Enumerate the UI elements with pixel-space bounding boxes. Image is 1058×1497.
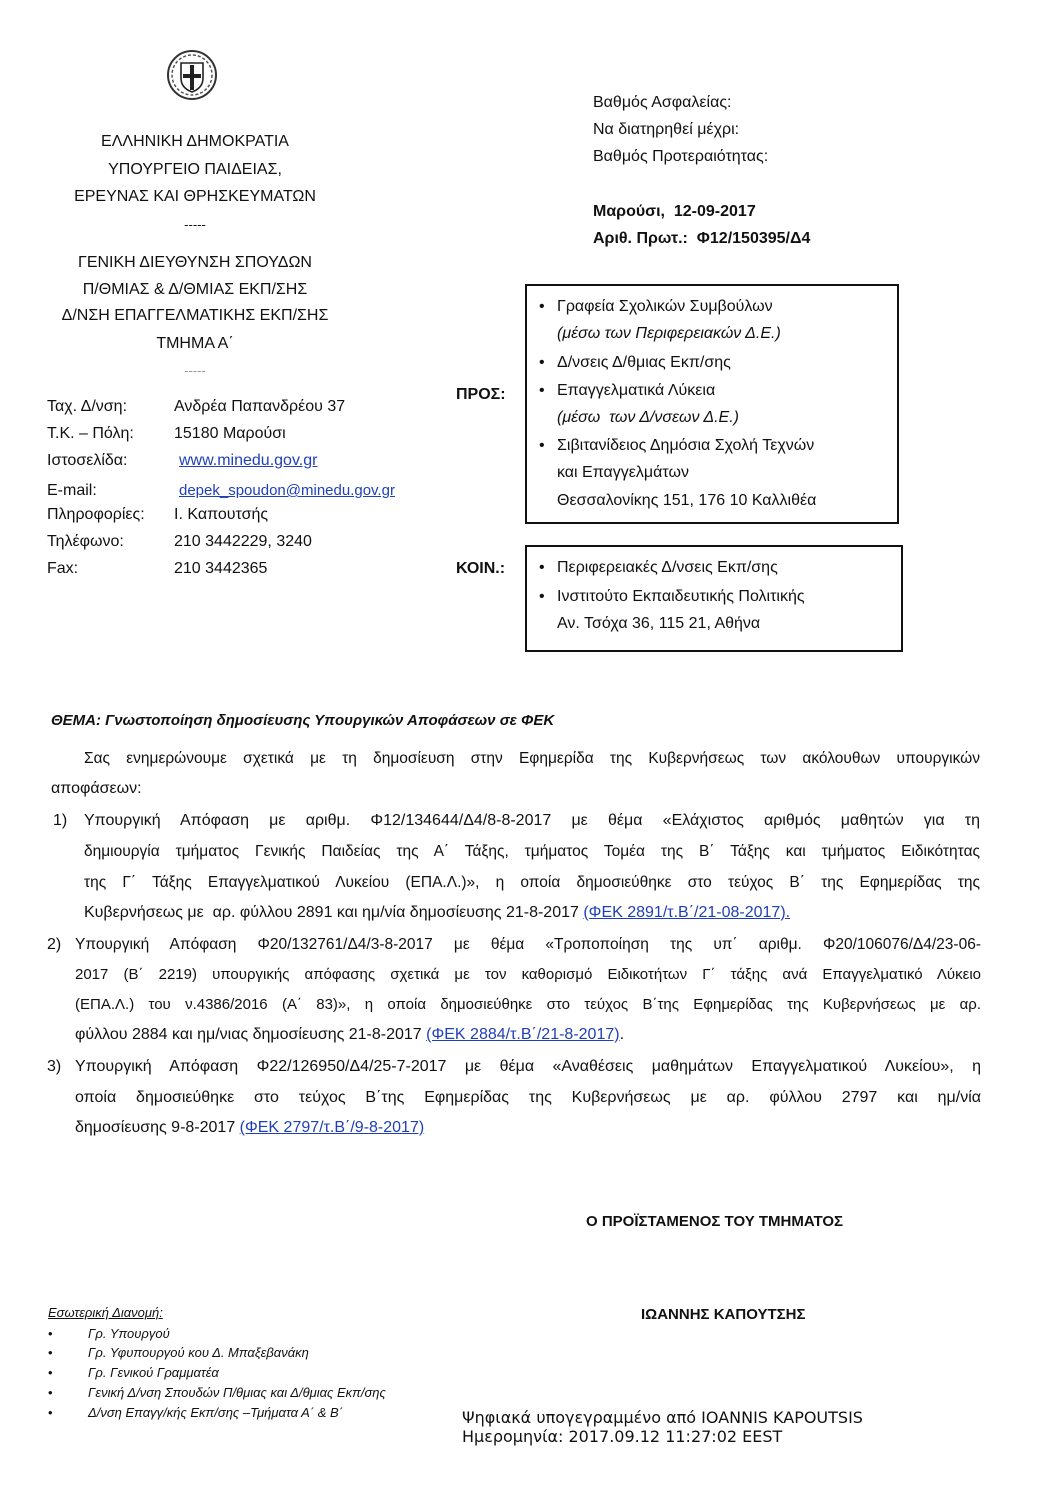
recipient-item: Δ/νσεις Δ/θμιας Εκπ/σης bbox=[557, 354, 731, 371]
security-level: Βαθμός Ασφαλείας: bbox=[593, 94, 732, 111]
fek-2884-link[interactable]: (ΦΕΚ 2884/τ.Β΄/21-8-2017) bbox=[426, 1026, 620, 1043]
bullet-icon: • bbox=[48, 1345, 53, 1360]
keep-until: Να διατηρηθεί μέχρι: bbox=[593, 121, 740, 138]
department-line-4: ΤΜΗΜΑ Α΄ bbox=[156, 335, 234, 352]
item-1-line-2: δημιουργία τμήματος Γενικής Παιδείας της Α΄ Τάξης, τμήματος Τομέα της Β΄ Τάξης και τμήματος Ειδικότητας bbox=[84, 843, 980, 860]
intro-line-2: αποφάσεων: bbox=[51, 780, 142, 797]
contact-label-city: Τ.Κ. – Πόλη: bbox=[47, 425, 134, 442]
cc-item: Ινστιτούτο Εκπαιδευτικής Πολιτικής bbox=[557, 588, 805, 605]
item-2-line-2: 2017 (Β΄ 2219) υπουργικής απόφασης σχετικά με τον καθορισμό Ειδικοτήτων Γ΄ τάξης ανά Επαγγελματικό Λύκειο bbox=[75, 966, 981, 983]
digital-signature-line-1: Ψηφιακά υπογεγραμμένο από IOANNIS KAPOUTSIS bbox=[462, 1408, 863, 1427]
ministry-line-1: ΥΠΟΥΡΓΕΙΟ ΠΑΙΔΕΙΑΣ, bbox=[108, 161, 282, 178]
distribution-item: • Γενική Δ/νση Σπουδών Π/θμιας και Δ/θμιας Εκπ/σης bbox=[48, 1385, 386, 1400]
bullet-icon: • bbox=[48, 1405, 53, 1420]
contact-label-info: Πληροφορίες: bbox=[47, 506, 145, 523]
cc-item: Περιφερειακές Δ/νσεις Εκπ/σης bbox=[557, 559, 778, 576]
distribution-title: Εσωτερική Διανομή: bbox=[48, 1305, 163, 1320]
distribution-item: • Γρ. Υπουργού bbox=[48, 1326, 170, 1341]
item-2-line-3: (ΕΠΑ.Λ.) του ν.4386/2016 (Α΄ 83)», η οποία δημοσιεύθηκε στο τεύχος Β΄της Εφημερίδας της Κυβερνήσεως με αρ. bbox=[75, 996, 981, 1013]
item-3-line-3 bbox=[75, 1119, 424, 1137]
bullet-icon: • bbox=[48, 1385, 53, 1400]
bullet-icon: • bbox=[539, 559, 545, 576]
distribution-item: • Γρ. Γενικού Γραμματέα bbox=[48, 1365, 219, 1380]
signature-title: Ο ΠΡΟΪΣΤΑΜΕΝΟΣ ΤΟΥ ΤΜΗΜΑΤΟΣ bbox=[586, 1213, 844, 1230]
ministry-line-2: ΕΡΕΥΝΑΣ ΚΑΙ ΘΡΗΣΚΕΥΜΑΤΩΝ bbox=[74, 188, 316, 205]
item-1-line-1: Υπουργική Απόφαση με αριθμ. Φ12/134644/Δ4/8-8-2017 με θέμα «Ελάχιστος αριθμός μαθητών για τη bbox=[84, 812, 980, 829]
protocol-number: Αριθ. Πρωτ.: Φ12/150395/Δ4 bbox=[593, 230, 811, 247]
contact-label-fax: Fax: bbox=[47, 560, 79, 577]
recipient-item: και Επαγγελμάτων bbox=[557, 464, 689, 481]
item-3-line-3-text: δημοσίευσης 9-8-2017 bbox=[75, 1119, 240, 1136]
bullet-icon: • bbox=[539, 298, 545, 315]
department-line-2: Π/ΘΜΙΑΣ & Δ/ΘΜΙΑΣ ΕΚΠ/ΣΗΣ bbox=[82, 281, 308, 298]
bullet-icon: • bbox=[539, 354, 545, 371]
item-number: 1) bbox=[53, 812, 68, 829]
recipient-note: (μέσω των Δ/νσεων Δ.Ε.) bbox=[557, 409, 739, 426]
subject-line: ΘΕΜΑ: Γνωστοποίηση δημοσίευσης Υπουργικών Αποφάσεων σε ΦΕΚ bbox=[51, 712, 555, 729]
cc-item: Αν. Τσόχα 36, 115 21, Αθήνα bbox=[557, 615, 761, 632]
email-link[interactable]: depek_spoudon@minedu.gov.gr bbox=[179, 482, 395, 499]
item-number: 3) bbox=[47, 1058, 62, 1075]
distribution-item: • Γρ. Υφυπουργού κου Δ. Μπαξεβανάκη bbox=[48, 1345, 309, 1360]
department-line-1: ΓΕΝΙΚΗ ΔΙΕΥΘΥΝΣΗ ΣΠΟΥΔΩΝ bbox=[78, 254, 312, 271]
item-1-line-3: της Γ΄ Τάξης Επαγγελματικού Λυκείου (ΕΠΑ.Λ.)», η οποία δημοσιεύθηκε στο τεύχος Β΄ της Εφημερίδας της bbox=[84, 874, 980, 891]
place-date: Μαρούσι, 12-09-2017 bbox=[593, 203, 756, 220]
item-1-line-4-text: Κυβερνήσεως με αρ. φύλλου 2891 και ημ/νία δημοσίευσης 21-8-2017 bbox=[84, 904, 584, 921]
contact-value-address: Ανδρέα Παπανδρέου 37 bbox=[174, 398, 346, 415]
bullet-icon: • bbox=[539, 382, 545, 399]
item-2-line-4 bbox=[75, 1026, 624, 1044]
item-number: 2) bbox=[47, 936, 62, 953]
bullet-icon: • bbox=[539, 588, 545, 605]
item-2-line-1: Υπουργική Απόφαση Φ20/132761/Δ4/3-8-2017 με θέμα «Τροποποίηση της υπ΄ αριθμ. Φ20/106076/Δ4/23-06- bbox=[75, 936, 981, 953]
republic-heading: ΕΛΛΗΝΙΚΗ ΔΗΜΟΚΡΑΤΙΑ bbox=[101, 133, 289, 150]
signer-name: ΙΩΑΝΝΗΣ ΚΑΠΟΥΤΣΗΣ bbox=[641, 1306, 806, 1323]
recipients-box bbox=[525, 284, 899, 524]
contact-value-info: Ι. Καπουτσής bbox=[174, 506, 269, 523]
item-2-tail: . bbox=[619, 1026, 625, 1043]
recipient-item: Σιβιτανίδειος Δημόσια Σχολή Τεχνών bbox=[557, 437, 815, 454]
separator-2: ----- bbox=[184, 363, 206, 378]
recipient-item: Θεσσαλονίκης 151, 176 10 Καλλιθέα bbox=[557, 492, 817, 509]
priority-level: Βαθμός Προτεραιότητας: bbox=[593, 148, 769, 165]
intro-line-1: Σας ενημερώνουμε σχετικά με τη δημοσίευση στην Εφημερίδα της Κυβερνήσεως των ακόλουθων υπουργικών bbox=[84, 750, 980, 767]
item-3-line-2: οποία δημοσιεύθηκε στο τεύχος Β΄της Εφημερίδας της Κυβερνήσεως με αρ. φύλλου 2797 και ημ/νία bbox=[75, 1089, 981, 1106]
department-line-3: Δ/ΝΣΗ ΕΠΑΓΓΕΛΜΑΤΙΚΗΣ ΕΚΠ/ΣΗΣ bbox=[61, 307, 329, 324]
contact-label-email: E-mail: bbox=[47, 482, 97, 499]
bullet-icon: • bbox=[48, 1326, 53, 1341]
contact-value-city: 15180 Μαρούσι bbox=[174, 425, 286, 442]
contact-label-website: Ιστοσελίδα: bbox=[47, 452, 128, 469]
recipient-note: (μέσω των Περιφερειακών Δ.Ε.) bbox=[557, 325, 781, 342]
recipient-item: Γραφεία Σχολικών Συμβούλων bbox=[557, 298, 773, 315]
separator-1: ----- bbox=[184, 217, 206, 232]
greek-coat-of-arms-emblem bbox=[166, 48, 218, 102]
item-1-line-4 bbox=[84, 904, 790, 922]
item-2-line-4-text: φύλλου 2884 και ημ/νιας δημοσίευσης 21-8-2017 bbox=[75, 1026, 427, 1043]
fek-2797-link[interactable]: (ΦΕΚ 2797/τ.Β΄/9-8-2017) bbox=[239, 1119, 425, 1136]
contact-label-phone: Τηλέφωνο: bbox=[47, 533, 124, 550]
recipient-item: Επαγγελματικά Λύκεια bbox=[557, 382, 716, 399]
website-link[interactable]: www.minedu.gov.gr bbox=[179, 452, 318, 469]
to-label: ΠΡΟΣ: bbox=[456, 386, 506, 403]
contact-value-fax: 210 3442365 bbox=[174, 560, 268, 577]
bullet-icon: • bbox=[48, 1365, 53, 1380]
contact-label-address: Ταχ. Δ/νση: bbox=[47, 398, 128, 415]
fek-2891-link[interactable]: (ΦΕΚ 2891/τ.Β΄/21-08-2017). bbox=[583, 904, 791, 921]
contact-value-phone: 210 3442229, 3240 bbox=[174, 533, 312, 550]
distribution-item: • Δ/νση Επαγγ/κής Εκπ/σης –Τμήματα Α΄ & Β΄ bbox=[48, 1405, 344, 1420]
cc-label: ΚΟΙΝ.: bbox=[456, 560, 506, 577]
bullet-icon: • bbox=[539, 437, 545, 454]
item-3-line-1: Υπουργική Απόφαση Φ22/126950/Δ4/25-7-2017 με θέμα «Αναθέσεις μαθημάτων Επαγγελματικού Λυκείου», η bbox=[75, 1058, 981, 1075]
digital-signature-line-2: Ημερομηνία: 2017.09.12 11:27:02 EEST bbox=[462, 1427, 783, 1446]
cc-box bbox=[525, 545, 903, 652]
